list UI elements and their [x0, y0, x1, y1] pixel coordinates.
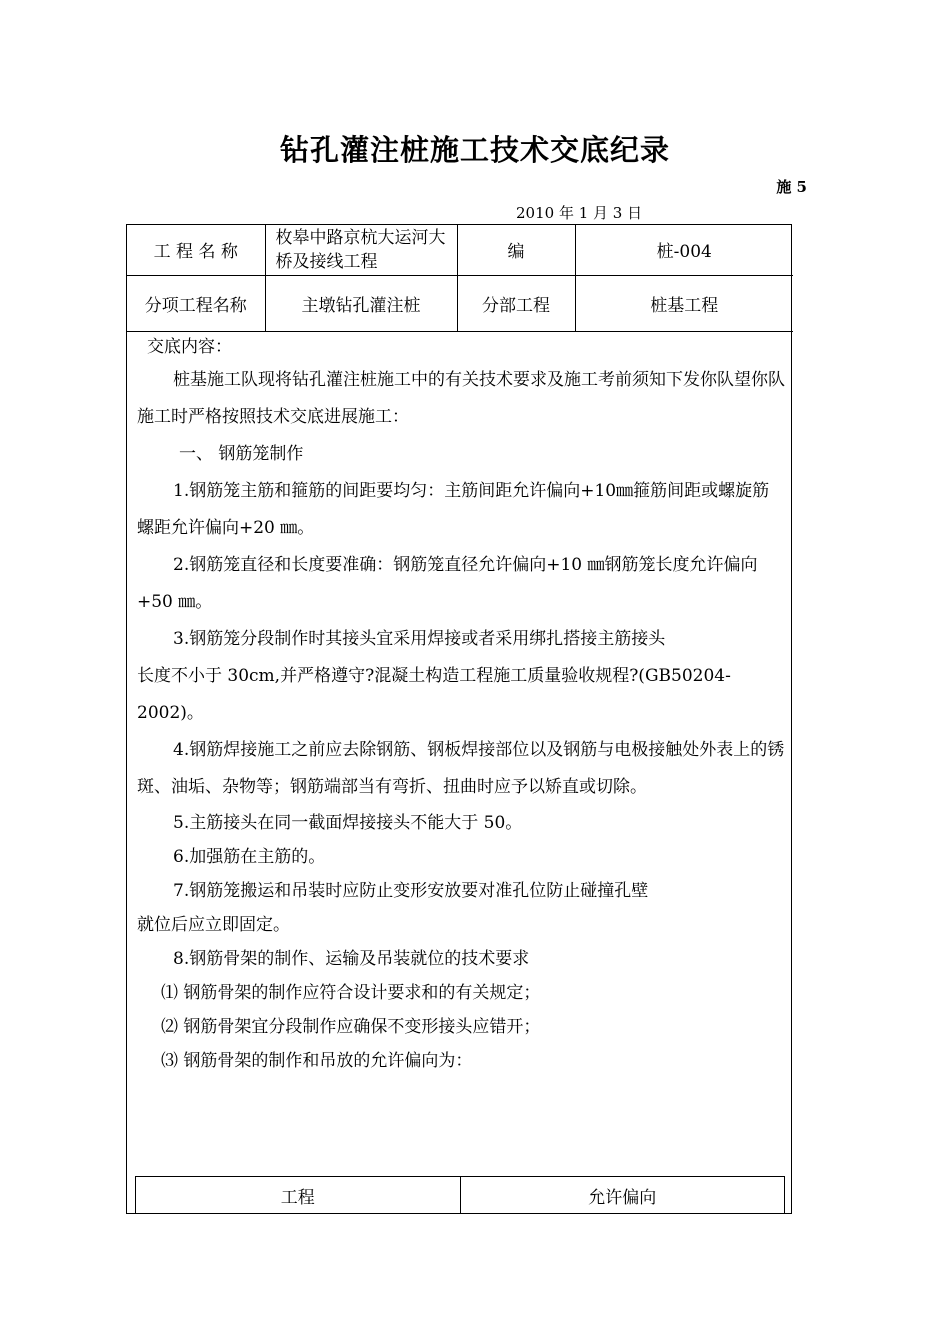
project-name-value: 枚皋中路京杭大运河大桥及接线工程 [265, 225, 457, 275]
sub-item-1: ⑴ 钢筋骨架的制作应符合设计要求和的有关规定； [161, 983, 541, 1003]
sub-item-value: 主墩钻孔灌注桩 [265, 275, 457, 331]
item-4: 4.钢筋焊接施工之前应去除钢筋、钢板焊接部位以及钢筋与电极接触处外表上的锈斑、油垢、杂物等；钢筋端部当有弯折、扭曲时应予以矫直或切除。 [137, 740, 785, 797]
intro-paragraph: 桩基施工队现将钻孔灌注桩施工中的有关技术要求及施工考前须知下发你队望你队施工时严格按照技术交底进展施工： [137, 370, 785, 427]
item-1: 1.钢筋笼主筋和箍筋的间距要均匀：主筋间距允许偏向+10㎜箍筋间距或螺旋筋螺距允许偏向+20 ㎜。 [137, 481, 770, 538]
code-label: 编 [457, 225, 575, 275]
sub-item-label: 分项工程名称 [127, 275, 265, 331]
tolerance-col-deviation: 允许偏向 [460, 1177, 785, 1214]
item-3-line-1: 3.钢筋笼分段制作时其接头宜采用焊接或者采用绑扎搭接主筋接头 [173, 629, 666, 649]
tolerance-table [135, 1176, 785, 1214]
record-form [126, 224, 792, 1214]
section-heading: 一、 钢筋笼制作 [179, 444, 304, 464]
item-6: 6.加强筋在主筋的。 [173, 847, 326, 867]
header-table [127, 225, 793, 332]
content-label: 交底内容： [147, 337, 232, 357]
form-code: 施 5 [776, 178, 807, 196]
item-7-line-2: 就位后应立即固定。 [137, 915, 290, 935]
sub-item-2: ⑵ 钢筋骨架宜分段制作应确保不变形接头应错开； [161, 1017, 541, 1037]
item-3-line-2: 长度不小于 30cm,并严格遵守?混凝土构造工程施工质量验收规程?(GB50204-2002)。 [137, 666, 731, 723]
item-2: 2.钢筋笼直径和长度要准确：钢筋笼直径允许偏向+10 ㎜钢筋笼长度允许偏向+50 ㎜。 [137, 555, 758, 612]
sub-item-3: ⑶ 钢筋骨架的制作和吊放的允许偏向为： [161, 1051, 473, 1071]
item-8: 8.钢筋骨架的制作、运输及吊装就位的技术要求 [173, 949, 530, 969]
division-value: 桩基工程 [575, 275, 793, 331]
item-7-line-1: 7.钢筋笼搬运和吊装时应防止变形安放要对准孔位防止碰撞孔壁 [173, 881, 649, 901]
item-5: 5.主筋接头在同一截面焊接接头不能大于 50。 [173, 813, 523, 833]
project-name-label: 工 程 名 称 [127, 225, 265, 275]
date: 2010 年 1 月 3 日 [516, 204, 643, 222]
tolerance-col-item: 工程 [136, 1177, 461, 1214]
document-title: 钻孔灌注桩施工技术交底纪录 [279, 133, 670, 167]
division-label: 分部工程 [457, 275, 575, 331]
code-value: 桩-004 [575, 225, 793, 275]
briefing-content [137, 332, 785, 1078]
